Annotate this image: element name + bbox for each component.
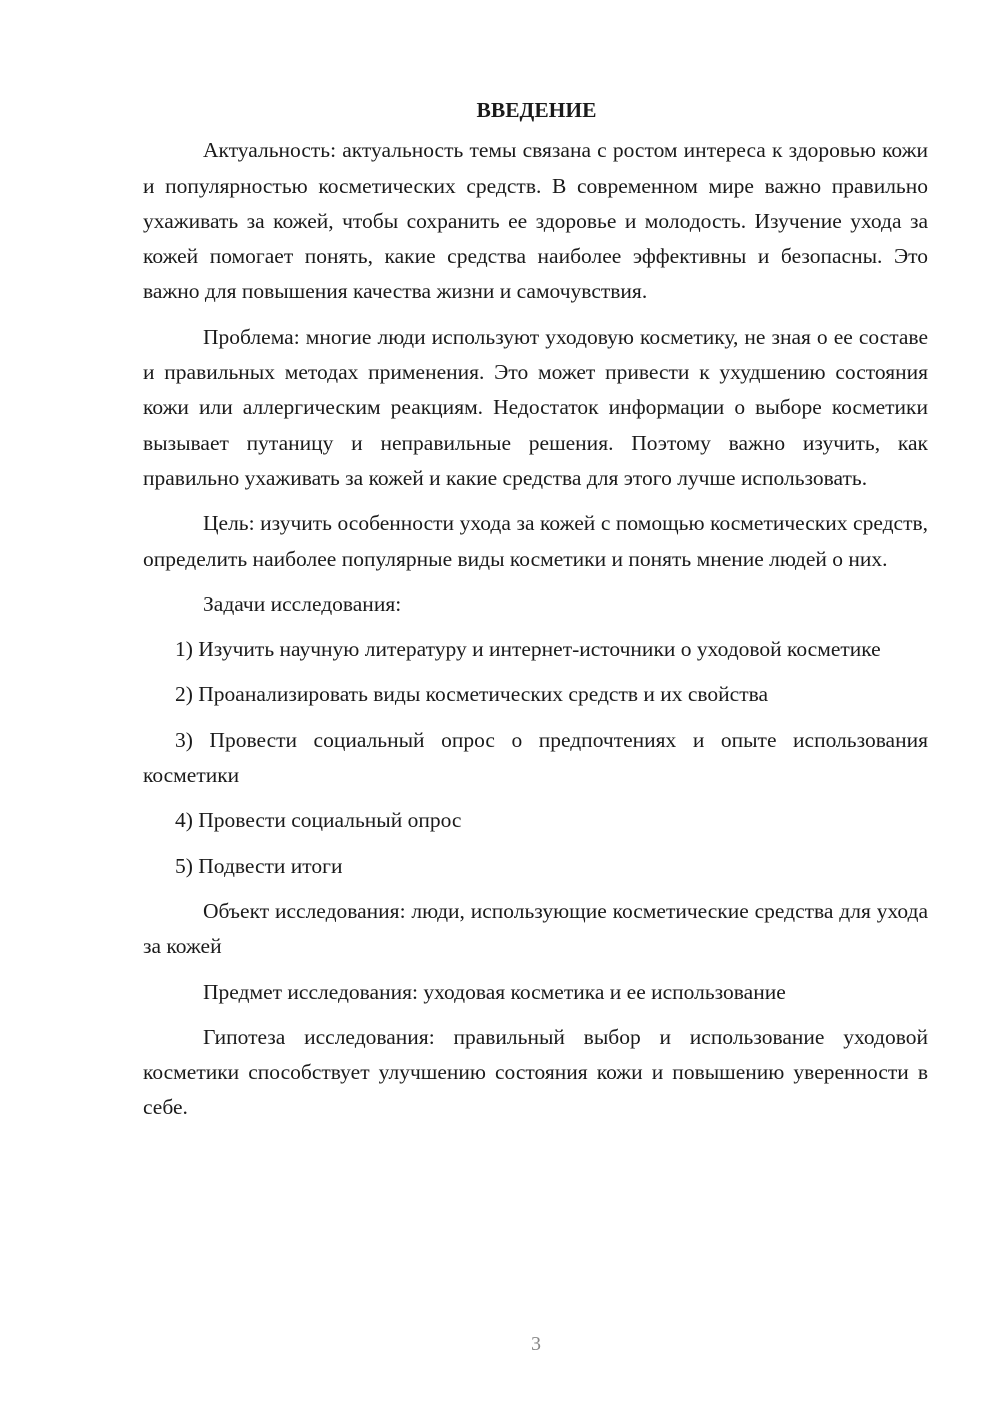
tasks-title: Задачи исследования: — [203, 591, 402, 616]
goal-paragraph: Цель: изучить особенности ухода за кожей с помощью косметических средств, определить наиболее популярные виды косметики и понять мнение людей о них. — [143, 511, 928, 571]
task-item: 3) Провести социальный опрос о предпочтениях и опыте использования косметики — [143, 727, 928, 788]
problem-paragraph: Проблема: многие люди используют уходовую косметику, не зная о ее составе и правильных методах применения. Это может привести к ухудшению состояния кожи или аллергическим реакциям. Недостаток информации о выборе косметики вызывает путаницу и неправильные решения. Поэтому важно изучить, как правильно ухаживать за кожей и какие средства для этого лучше использовать. — [143, 324, 928, 490]
subject-paragraph: Предмет исследования: уходовая косметика и ее использование — [203, 979, 786, 1004]
document-page — [143, 93, 928, 1136]
page-number: 3 — [531, 1333, 541, 1355]
task-item: 5) Подвести итоги — [175, 853, 343, 878]
task-item: 1) Изучить научную литературу и интернет-источники о уходовой косметике — [175, 637, 881, 662]
object-paragraph: Объект исследования: люди, использующие косметические средства для ухода за кожей — [143, 898, 928, 959]
relevance-paragraph: Актуальность: актуальность темы связана с ростом интереса к здоровью кожи и популярностью косметических средств. В современном мире важно правильно ухаживать за кожей, чтобы сохранить ее здоровье и молодость. Изучение ухода за кожей помогает понять, какие средства наиболее эффективны и безопасны. Это важно для повышения качества жизни и самочувствия. — [143, 138, 928, 304]
section-heading: ВВЕДЕНИЕ — [476, 98, 597, 122]
hypothesis-paragraph: Гипотеза исследования: правильный выбор и использование уходовой косметики способствует улучшению состояния кожи и повышению уверенности в себе. — [143, 1024, 928, 1120]
task-item: 4) Провести социальный опрос — [175, 808, 462, 833]
task-item: 2) Проанализировать виды косметических средств и их свойства — [175, 682, 769, 707]
